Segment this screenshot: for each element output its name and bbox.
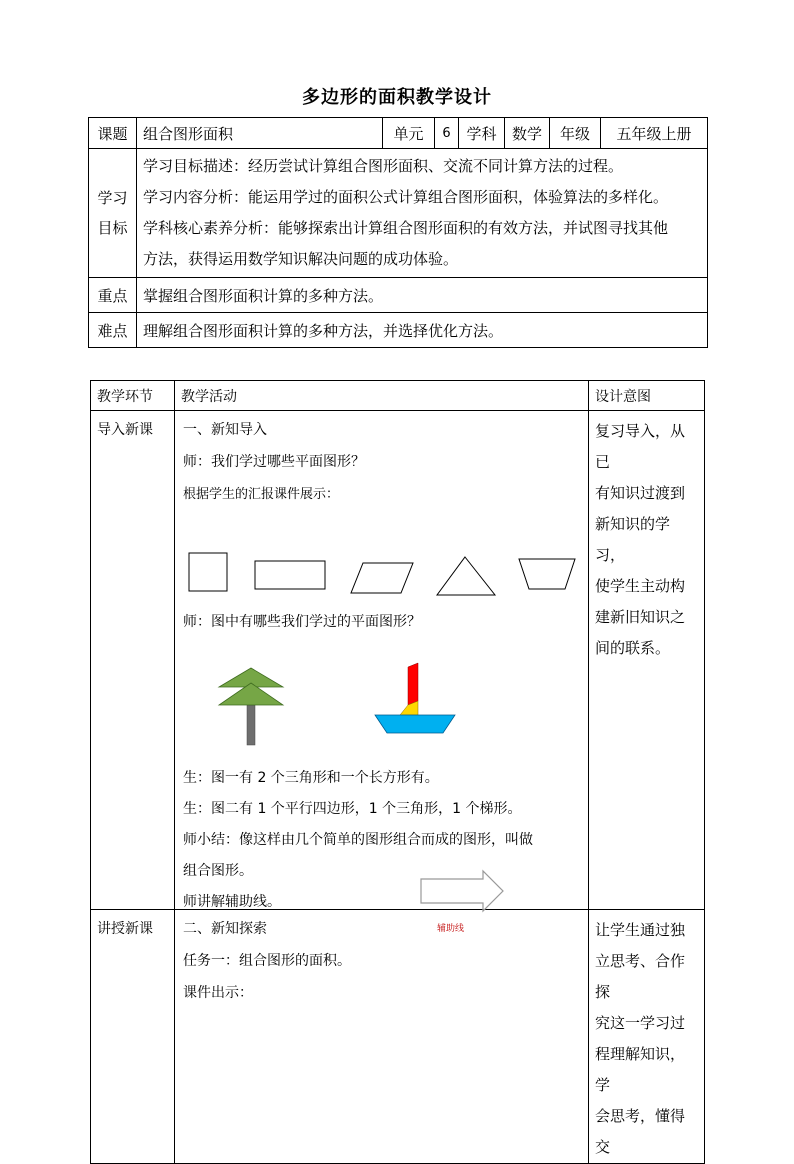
activity-line: 一、新知导入 bbox=[183, 422, 267, 438]
intent-line: 复习导入，从已 bbox=[595, 422, 686, 471]
unit-label: 单元 bbox=[383, 118, 435, 149]
header-intent: 设计意图 bbox=[589, 381, 705, 411]
stage-new: 讲授新课 bbox=[91, 910, 175, 1164]
intent-line: 让学生通过独 bbox=[595, 921, 686, 939]
activity-line: 任务一：组合图形的面积。 bbox=[183, 953, 351, 969]
arrow-shape bbox=[421, 871, 503, 911]
topic-label: 课题 bbox=[89, 118, 137, 149]
boat-sail-parallelogram bbox=[408, 663, 418, 705]
activity-line: 师讲解辅助线。 bbox=[183, 894, 281, 910]
intent-line: 程理解知识，学 bbox=[595, 1045, 686, 1094]
intent-line: 有知识过渡到 bbox=[595, 484, 686, 502]
activity-line: 师：图中有哪些我们学过的平面图形？ bbox=[183, 614, 421, 630]
activity-line: 生：图二有 1 个平行四边形，1 个三角形，1 个梯形。 bbox=[183, 801, 522, 817]
aux-line-label: 辅助线 bbox=[437, 924, 465, 934]
difficulty-value: 理解组合图形面积计算的多种方法，并选择优化方法。 bbox=[137, 313, 708, 348]
tree-trunk bbox=[247, 705, 255, 745]
activity-line: 师小结：像这样由几个简单的图形组合而成的图形，叫做 bbox=[183, 832, 533, 848]
parallelogram-shape bbox=[351, 563, 413, 593]
intent-line: 立思考、合作探 bbox=[595, 952, 686, 1001]
goals-line: 学习目标描述：经历尝试计算组合图形面积、交流不同计算方法的过程。 bbox=[143, 157, 624, 175]
goals-label-line-1: 学习 bbox=[97, 189, 128, 207]
intent-line: 间的联系。 bbox=[595, 639, 671, 657]
triangle-shape bbox=[437, 557, 495, 595]
grade-label: 年级 bbox=[550, 118, 601, 149]
intent-line: 会思考，懂得交 bbox=[595, 1107, 686, 1156]
trapezoid-shape bbox=[519, 559, 575, 589]
subject-value: 数学 bbox=[505, 118, 550, 149]
activity-new bbox=[175, 910, 589, 1164]
topic-value: 组合图形面积 bbox=[137, 118, 383, 149]
square-shape bbox=[189, 553, 227, 591]
header-activity: 教学活动 bbox=[175, 381, 589, 411]
activity-line: 师：我们学过哪些平面图形？ bbox=[183, 454, 365, 470]
intent-line: 使学生主动构 bbox=[595, 577, 686, 595]
goals-content bbox=[137, 149, 708, 278]
unit-value: 6 bbox=[435, 118, 459, 149]
header-stage: 教学环节 bbox=[91, 381, 175, 411]
intent-line: 建新旧知识之 bbox=[595, 608, 686, 626]
composite-figures bbox=[175, 663, 585, 773]
stage-intro: 导入新课 bbox=[91, 411, 175, 910]
subject-label: 学科 bbox=[459, 118, 505, 149]
basic-shapes-figure bbox=[175, 543, 585, 603]
rectangle-shape bbox=[255, 561, 325, 589]
intent-line: 究这一学习过 bbox=[595, 1014, 686, 1032]
activity-line: 二、新知探索 bbox=[183, 921, 267, 937]
intent-intro bbox=[589, 411, 705, 910]
goals-line: 学科核心素养分析：能够探索出计算组合图形面积的有效方法，并试图寻找其他 bbox=[143, 219, 669, 237]
activity-line: 生：图一有 2 个三角形和一个长方形有。 bbox=[183, 770, 439, 786]
grade-value: 五年级上册 bbox=[601, 118, 708, 149]
goals-label-line-2: 目标 bbox=[97, 219, 128, 237]
difficulty-label: 难点 bbox=[89, 313, 137, 348]
intent-line: 新知识的学习， bbox=[595, 515, 671, 564]
key-value: 掌握组合图形面积计算的多种方法。 bbox=[137, 278, 708, 313]
lesson-table bbox=[90, 380, 705, 1164]
activity-line: 课件出示： bbox=[183, 985, 253, 1001]
key-label: 重点 bbox=[89, 278, 137, 313]
goals-label bbox=[89, 149, 137, 278]
goals-line: 方法，获得运用数学知识解决问题的成功体验。 bbox=[143, 250, 459, 268]
activity-line: 根据学生的汇报课件展示： bbox=[183, 487, 340, 502]
intent-new bbox=[589, 910, 705, 1164]
activity-line: 组合图形。 bbox=[183, 863, 253, 879]
page-title: 多边形的面积教学设计 bbox=[302, 87, 492, 108]
goals-line: 学习内容分析：能运用学过的面积公式计算组合图形面积，体验算法的多样化。 bbox=[143, 188, 669, 206]
boat-hull-trapezoid bbox=[375, 715, 455, 733]
info-table bbox=[88, 117, 708, 348]
